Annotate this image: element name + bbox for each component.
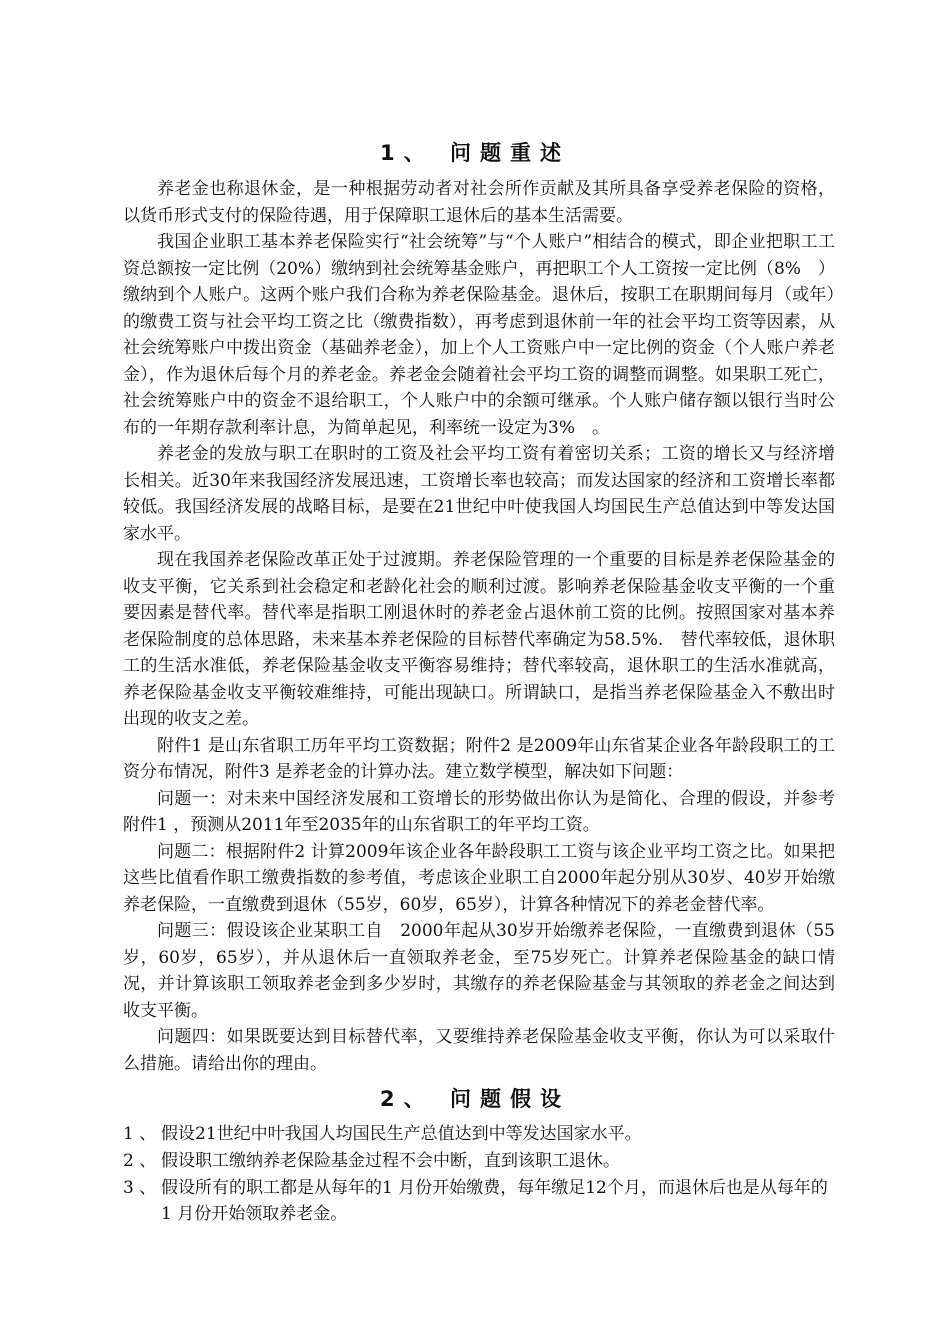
list-item [123,1175,838,1227]
paragraph: 附件1 是山东省职工历年平均工资数据；附件2 是2009年山东省某企业各年龄段职工的工资分布情况，附件3 是养老金的计算办法。建立数学模型，解决如下问题： [123,735,835,782]
list-item-text: 假设职工缴纳养老保险基金过程不会中断，直到该职工退休。 [161,1151,620,1171]
list-item-number: 1 、 [123,1124,157,1144]
list-item-text: 假设所有的职工都是从每年的1 月份开始缴费，每年缴足12个月，而退休后也是从每年的1 月份开始领取养老金。 [161,1178,828,1224]
section-body-problem-restatement [123,176,835,1077]
paragraph: 我国企业职工基本养老保险实行“社会统筹”与“个人账户”相结合的模式，即企业把职工工资总额按一定比例（20%）缴纳到社会统筹基金账户，再把职工个人工资按一定比例（8% ）缴纳到个人账户。这两个账户我们合称为养老保险基金。退休后，按职工在职期间每月（或年）的缴费工资与社会平均工资之比（缴费指数），再考虑到退休前一年的社会平均工资等因素，从社会统筹账户中拨出资金（基础养老金），加上个人工资账户中一定比例的资金（个人账户养老金），作为退休后每个月的养老金。养老金会随着社会平均工资的调整而调整。如果职工死亡，社会统筹账户中的资金不退给职工，个人账户中的余额可继承。个人账户储存额以银行当时公布的一年期存款利率计息，为简单起见，利率统一设定为3% 。 [123,232,835,438]
paragraph: 养老金也称退休金，是一种根据劳动者对社会所作贡献及其所具备享受养老保险的资格，以货币形式支付的保险待遇，用于保障职工退休后的基本生活需要。 [123,179,835,226]
list-item [123,1121,838,1147]
paragraph-question-4: 问题四：如果既要达到目标替代率，又要维持养老保险基金收支平衡，你认为可以采取什么措施。请给出你的理由。 [123,1027,835,1074]
paragraph: 养老金的发放与职工在职时的工资及社会平均工资有着密切关系；工资的增长又与经济增长相关。近30年来我国经济发展迅速，工资增长率也较高；而发达国家的经济和工资增长率都较低。我国经济发展的战略目标，是要在21世纪中叶使我国人均国民生产总值达到中等发达国家水平。 [123,444,835,544]
list-item-text: 假设21世纪中叶我国人均国民生产总值达到中等发达国家水平。 [161,1124,642,1144]
paragraph-question-1: 问题一：对未来中国经济发展和工资增长的形势做出你认为是简化、合理的假设，并参考附件1 ，预测从2011年至2035年的山东省职工的年平均工资。 [123,788,835,835]
paragraph: 现在我国养老保险改革正处于过渡期。养老保险管理的一个重要的目标是养老保险基金的收支平衡，它关系到社会稳定和老龄化社会的顺利过渡。影响养老保险基金收支平衡的一个重要因素是替代率。替代率是指职工刚退休时的养老金占退休前工资的比例。按照国家对基本养老保险制度的总体思路，未来基本养老保险的目标替代率确定为58.5%. 替代率较低，退休职工的生活水准低，养老保险基金收支平衡容易维持；替代率较高，退休职工的生活水准就高，养老保险基金收支平衡较难维持，可能出现缺口。所谓缺口，是指当养老保险基金入不敷出时出现的收支之差。 [123,550,835,729]
section-heading-assumptions: 2、 问题假设 [380,1087,570,1111]
paragraph-question-2: 问题二：根据附件2 计算2009年该企业各年龄段职工工资与该企业平均工资之比。如果把这些比值看作职工缴费指数的参考值，考虑该企业职工自2000年起分别从30岁、40岁开始缴养老保险，一直缴费到退休（55岁，60岁，65岁），计算各种情况下的养老金替代率。 [123,841,835,915]
paragraph-question-3: 问题三：假设该企业某职工自 2000年起从30岁开始缴养老保险，一直缴费到退休（55岁，60岁，65岁），并从退休后一直领取养老金，至75岁死亡。计算养老保险基金的缺口情况，并计算该职工领取养老金到多少岁时，其缴存的养老保险基金与其领取的养老金之间达到收支平衡。 [123,921,835,1021]
list-item [123,1148,838,1174]
list-item-number: 2 、 [123,1151,157,1171]
assumption-list [123,1121,838,1228]
list-item-number: 3 、 [123,1178,157,1198]
section-heading-problem-restatement: 1、 问题重述 [380,141,570,165]
